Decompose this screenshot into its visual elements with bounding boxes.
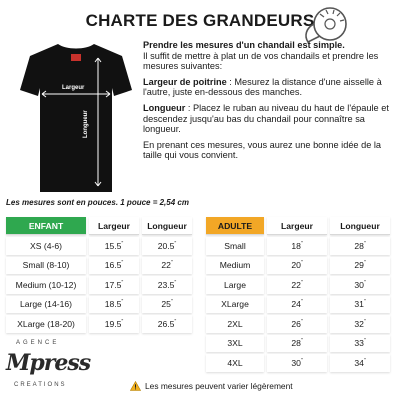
- length-value: 28: [354, 240, 364, 251]
- length-cell: [142, 237, 192, 255]
- length-value: 25: [161, 299, 171, 310]
- table-row: [206, 335, 390, 353]
- kids-header-size: ENFANT: [6, 217, 86, 235]
- inch-mark: ": [121, 299, 124, 306]
- size-cell: Small (8-10): [6, 257, 86, 275]
- inch-mark: ": [363, 318, 366, 325]
- inch-mark: ": [363, 357, 366, 364]
- width-cell: [267, 237, 327, 255]
- inch-mark: ": [300, 279, 303, 286]
- inch-mark: ": [174, 279, 177, 286]
- length-bold: Longueur: [143, 102, 186, 113]
- width-cell: [267, 354, 327, 372]
- table-row: [206, 257, 390, 275]
- table-row: [6, 257, 192, 275]
- length-value: 33: [354, 338, 364, 349]
- size-cell: XS (4-6): [6, 237, 86, 255]
- width-cell: [89, 237, 139, 255]
- chest-text: : Mesurez la distance d'une aisselle à l'autre, juste en-dessous des manches.: [143, 76, 382, 98]
- warning-icon: [130, 381, 141, 391]
- adult-header-length: Longueur: [330, 217, 390, 235]
- warning-text: Les mesures peuvent varier légèrement: [145, 381, 293, 391]
- table-row: [206, 237, 390, 255]
- length-cell: [330, 354, 390, 372]
- length-value: 31: [354, 299, 364, 310]
- width-label: Largeur: [62, 85, 85, 91]
- tshirt-shape: [20, 44, 132, 192]
- length-cell: [330, 276, 390, 294]
- inch-mark: ": [300, 260, 303, 267]
- adult-size-table: [203, 215, 393, 374]
- size-cell: 4XL: [206, 354, 264, 372]
- table-row: [6, 315, 192, 333]
- length-label: Longueur: [83, 110, 89, 138]
- adult-header-width: Largeur: [267, 217, 327, 235]
- chest-paragraph: [143, 77, 395, 98]
- closing-paragraph: En prenant ces mesures, vous aurez une bonne idée de la taille qui vous convient.: [143, 139, 382, 161]
- width-cell: [267, 315, 327, 333]
- table-row: [6, 276, 192, 294]
- width-cell: [89, 296, 139, 314]
- width-value: 22: [291, 279, 301, 290]
- table-row: [6, 237, 192, 255]
- width-cell: [267, 335, 327, 353]
- inch-mark: ": [170, 260, 173, 267]
- length-cell: [142, 276, 192, 294]
- kids-header-width: Largeur: [89, 217, 139, 235]
- width-value: 15.5: [104, 240, 122, 251]
- inch-mark: ": [363, 240, 366, 247]
- length-cell: [330, 335, 390, 353]
- table-row: [206, 296, 390, 314]
- table-row: [206, 276, 390, 294]
- length-value: 32: [354, 318, 364, 329]
- inch-mark: ": [300, 240, 303, 247]
- collar-tag: [71, 54, 81, 61]
- width-value: 28: [291, 338, 301, 349]
- table-row: [206, 354, 390, 372]
- width-value: 24: [291, 299, 301, 310]
- inch-mark: ": [174, 240, 177, 247]
- width-value: 30: [291, 357, 301, 368]
- size-cell: 3XL: [206, 335, 264, 353]
- logo-bottom-text: CREATIONS: [14, 382, 67, 388]
- width-value: 18.5: [104, 299, 122, 310]
- width-value: 16.5: [104, 260, 122, 271]
- width-cell: [89, 276, 139, 294]
- length-cell: [330, 257, 390, 275]
- length-cell: [142, 315, 192, 333]
- inch-mark: ": [121, 240, 124, 247]
- length-text: : Placez le ruban au niveau du haut de l'épaule et descendez jusqu'au bas du chandail pour connaître sa longueur.: [143, 102, 389, 135]
- adult-header-row: [206, 217, 390, 235]
- length-value: 23.5: [157, 279, 175, 290]
- length-value: 30: [354, 279, 364, 290]
- length-cell: [330, 296, 390, 314]
- width-value: 17.5: [104, 279, 122, 290]
- size-cell: Large (14-16): [6, 296, 86, 314]
- inch-mark: ": [174, 318, 177, 325]
- width-cell: [267, 257, 327, 275]
- size-cell: Medium: [206, 257, 264, 275]
- width-cell: [89, 257, 139, 275]
- length-cell: [142, 257, 192, 275]
- page-title: CHARTE DES GRANDEURS: [85, 11, 315, 30]
- length-value: 26.5: [157, 318, 175, 329]
- kids-header-row: [6, 217, 192, 235]
- size-cell: Small: [206, 237, 264, 255]
- width-cell: [267, 276, 327, 294]
- inch-mark: ": [121, 318, 124, 325]
- length-value: 29: [354, 260, 364, 271]
- width-value: 18: [291, 240, 301, 251]
- inch-mark: ": [300, 338, 303, 345]
- inch-mark: ": [363, 338, 366, 345]
- logo-top-text: AGENCE: [16, 340, 60, 346]
- inch-mark: ": [121, 260, 124, 267]
- agence-mpress-logo: [6, 338, 91, 398]
- width-value: 19.5: [104, 318, 122, 329]
- length-value: 22: [161, 260, 171, 271]
- intro-bold: Prendre les mesures d'un chandail est simple.: [143, 40, 345, 50]
- size-cell: XLarge: [206, 296, 264, 314]
- intro-text: Il suffit de mettre à plat un de vos chandails et prendre les mesures suivantes:: [143, 50, 379, 72]
- size-cell: XLarge (18-20): [6, 315, 86, 333]
- chest-bold: Largeur de poitrine: [143, 76, 227, 87]
- inch-mark: ": [363, 260, 366, 267]
- tshirt-illustration: [18, 36, 134, 196]
- size-cell: 2XL: [206, 315, 264, 333]
- inch-mark: ": [363, 279, 366, 286]
- length-value: 20.5: [157, 240, 175, 251]
- units-note: Les mesures sont en pouces. 1 pouce = 2,54 cm: [6, 198, 189, 207]
- table-row: [6, 296, 192, 314]
- logo-script-text: Mpress: [6, 350, 91, 376]
- width-cell: [267, 296, 327, 314]
- inch-mark: ": [121, 279, 124, 286]
- size-cell: Large: [206, 276, 264, 294]
- inch-mark: ": [300, 299, 303, 306]
- width-cell: [89, 315, 139, 333]
- inch-mark: ": [170, 299, 173, 306]
- inch-mark: ": [300, 318, 303, 325]
- adult-header-size: ADULTE: [206, 217, 264, 235]
- inch-mark: ": [363, 299, 366, 306]
- variation-warning: [130, 381, 293, 391]
- width-value: 20: [291, 260, 301, 271]
- length-paragraph: [143, 103, 395, 135]
- width-value: 26: [291, 318, 301, 329]
- table-row: [206, 315, 390, 333]
- length-cell: [330, 315, 390, 333]
- kids-header-length: Longueur: [142, 217, 192, 235]
- length-value: 34: [354, 357, 364, 368]
- length-cell: [330, 237, 390, 255]
- kids-size-table: [3, 215, 195, 335]
- size-cell: Medium (10-12): [6, 276, 86, 294]
- length-cell: [142, 296, 192, 314]
- intro-paragraph: [143, 40, 395, 72]
- measurement-instructions: [143, 40, 395, 166]
- inch-mark: ": [300, 357, 303, 364]
